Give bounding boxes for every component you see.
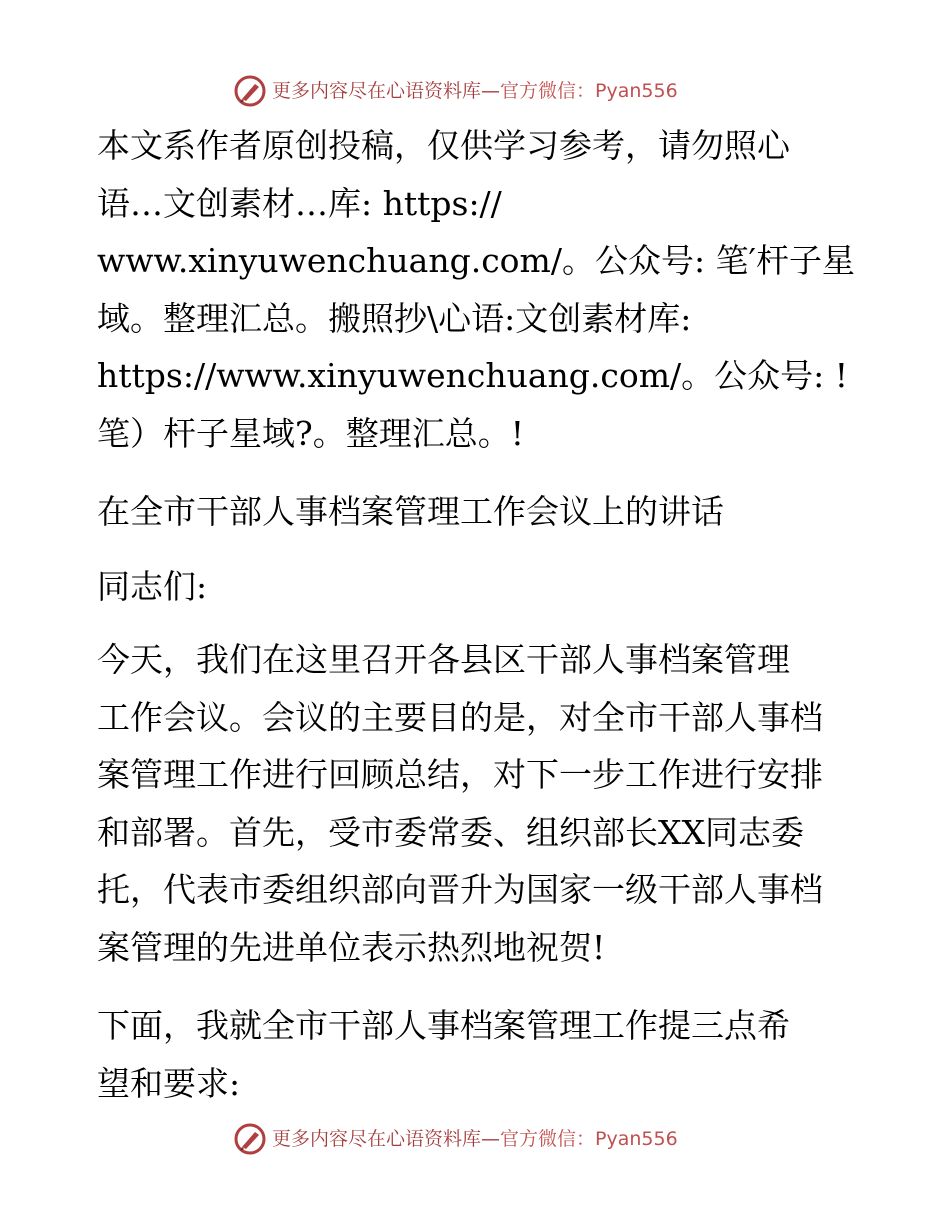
banner-wechat-label: 官方微信：: [500, 80, 596, 102]
intro-paragraph: [97, 117, 857, 462]
body-line: 和部署。首先，受市委常委、组织部长XX同志委: [97, 812, 804, 852]
banner-text: [272, 1126, 678, 1152]
banner-dash: —: [481, 80, 501, 102]
closing-line: 下面，我就全市干部人事档案管理工作提三点希: [97, 1006, 790, 1045]
banner-wechat-label: 官方微信：: [500, 1128, 596, 1150]
banner-text: [272, 78, 678, 104]
banner-wechat-id: Pyan556: [595, 80, 678, 102]
intro-line: 域。整理汇总。搬照抄\心语:文创素材库:: [97, 298, 692, 338]
body-line: 托，代表市委组织部向晋升为国家一级干部人事档: [97, 870, 823, 909]
footer-watermark-banner: [0, 1120, 950, 1160]
closing-line: 望和要求:: [97, 1063, 241, 1103]
body-line: 今天，我们在这里召开各县区干部人事档案管理: [97, 640, 790, 679]
header-watermark-banner: [0, 72, 950, 112]
body-line: 案管理的先进单位表示热烈地祝贺!: [97, 927, 606, 967]
body-line: 工作会议。会议的主要目的是，对全市干部人事档: [97, 697, 823, 737]
closing-paragraph: [97, 997, 857, 1112]
banner-slogan: 更多内容尽在心语资料库: [272, 1128, 482, 1150]
title-text: 在全市干部人事档案管理工作会议上的讲话: [97, 492, 724, 531]
intro-line: https://www.xinyuwenchuang.com/。公众号: !: [97, 356, 849, 395]
intro-line: www.xinyuwenchuang.com/。公众号: 笔′杆子星: [97, 241, 856, 280]
salutation-text: 同志们:: [97, 567, 208, 606]
body-paragraph: [97, 631, 857, 976]
intro-line: 语…文创素材…库: https://: [97, 183, 502, 223]
banner-dash: —: [481, 1128, 501, 1150]
body-line: 案管理工作进行回顾总结，对下一步工作进行安排: [97, 755, 823, 794]
pen-logo-icon: [233, 74, 267, 108]
intro-line: 笔）杆子星域?。整理汇总。!: [97, 413, 524, 453]
intro-line: 本文系作者原创投稿，仅供学习参考，请勿照心: [97, 126, 790, 165]
pen-logo-icon: [233, 1122, 267, 1156]
document-title: [97, 483, 857, 541]
banner-slogan: 更多内容尽在心语资料库: [272, 80, 482, 102]
banner-wechat-id: Pyan556: [595, 1128, 678, 1150]
salutation: [97, 558, 857, 616]
